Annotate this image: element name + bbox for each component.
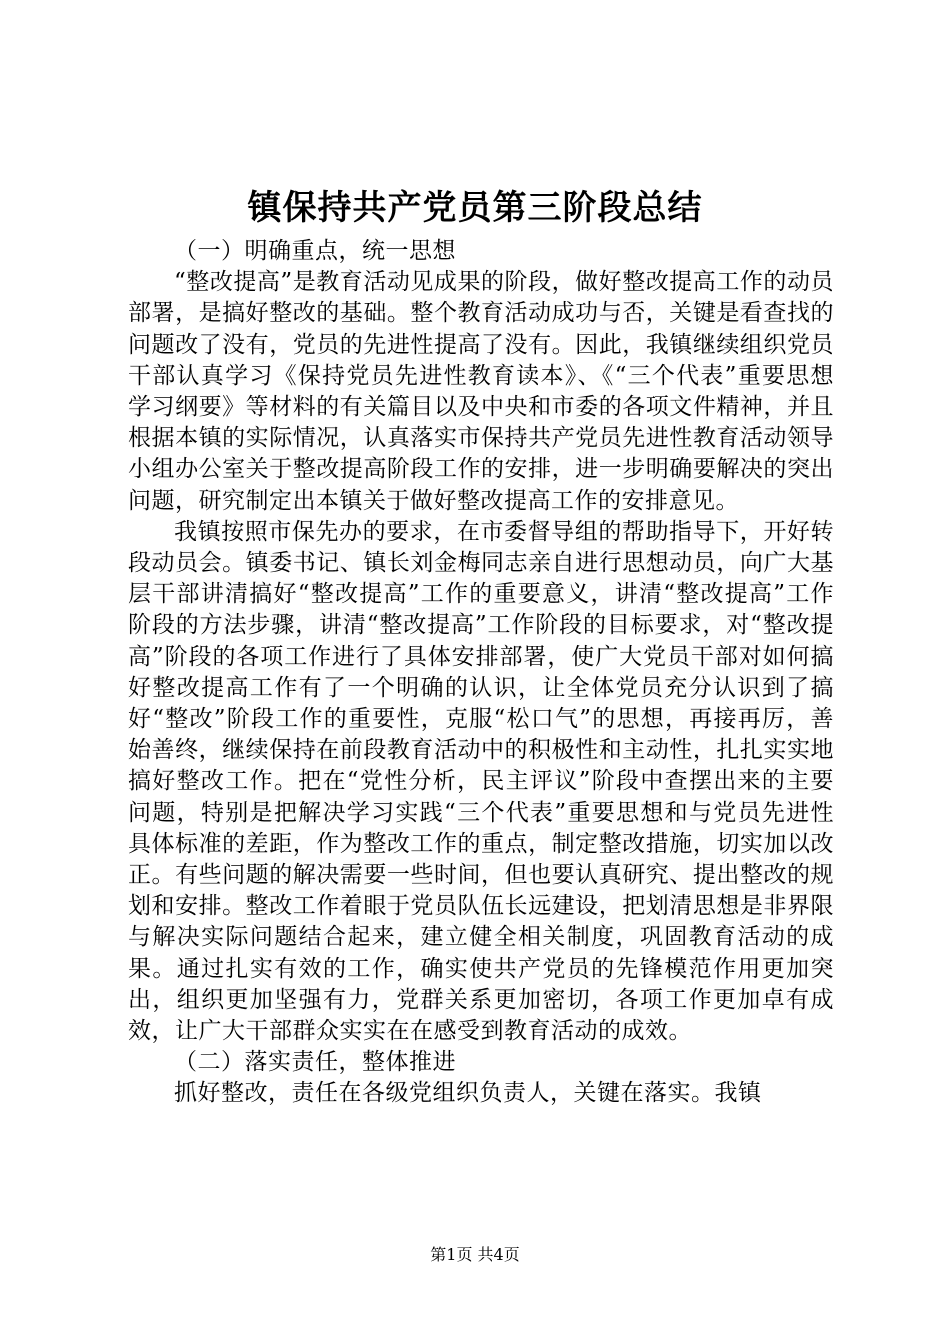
section-heading-1: （一）明确重点，统一思想 xyxy=(174,238,456,264)
document-title: 镇保持共产党员第三阶段总结 xyxy=(247,188,703,228)
section-heading-2: （二）落实责任，整体推进 xyxy=(174,1049,456,1076)
body-paragraph-3: 抓好整改，责任在各级党组织负责人，关键在落实。我镇 xyxy=(174,1080,762,1107)
document-body xyxy=(128,236,834,1110)
body-paragraph-1: “整改提高”是教育活动见成果的阶段，做好整改提高工作的动员部署，是搞好整改的基础。整个教育活动成功与否，关键是看查找的问题改了没有，党员的先进性提高了没有。因此，我镇继续组织党员干部认真学习《保持党员先进性教育读本》、《“三个代表”重要思想学习纲要》等材料的有关篇目以及中央和市委的各项文件精神，并且根据本镇的实际情况，认真落实市保持共产党员先进性教育活动领导小组办公室关于整改提高阶段工作的安排，进一步明确要解决的突出问题，研究制定出本镇关于做好整改提高工作的安排意见。 xyxy=(128,269,834,514)
page-footer: 第1页 共4页 xyxy=(430,1245,520,1264)
body-paragraph-2: 我镇按照市保先办的要求，在市委督导组的帮助指导下，开好转段动员会。镇委书记、镇长刘金梅同志亲自进行思想动员，向广大基层干部讲清搞好“整改提高”工作的重要意义，讲清“整改提高”工作阶段的方法步骤，讲清“整改提高”工作阶段的目标要求，对“整改提高”阶段的各项工作进行了具体安排部署，使广大党员干部对如何搞好整改提高工作有了一个明确的认识，让全体党员充分认识到了搞好“整改”阶段工作的重要性，克服“松口气”的思想，再接再厉，善始善终，继续保持在前段教育活动中的积极性和主动性，扎扎实实地搞好整改工作。把在“党性分析，民主评议”阶段中查摆出来的主要问题，特别是把解决学习实践“三个代表”重要思想和与党员先进性具体标准的差距，作为整改工作的重点，制定整改措施，切实加以改正。有些问题的解决需要一些时间，但也要认真研究、提出整改的规划和安排。整改工作着眼于党员队伍长远建设，把划清思想是非界限与解决实际问题结合起来，建立健全相关制度，巩固教育活动的成果。通过扎实有效的工作，确实使共产党员的先锋模范作用更加突出，组织更加坚强有力，党群关系更加密切，各项工作更加卓有成效，让广大干部群众实实在在感受到教育活动的成效。 xyxy=(128,518,834,1045)
